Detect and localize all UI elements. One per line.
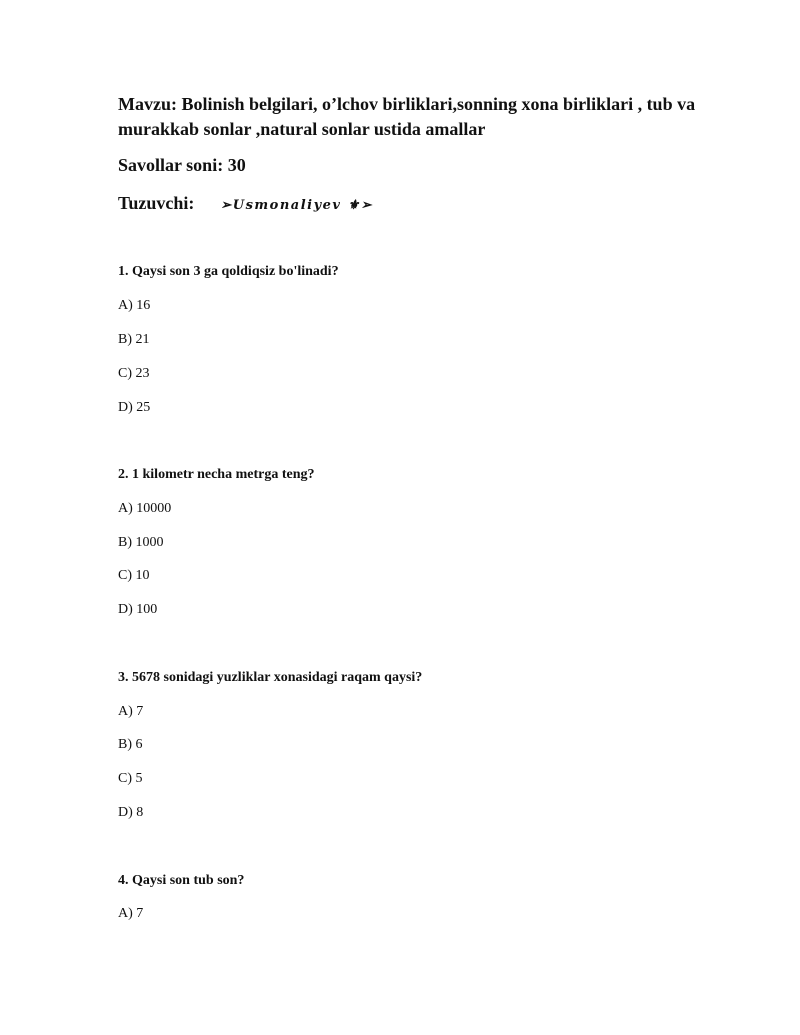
question-count: Savollar soni: 30 bbox=[118, 155, 246, 175]
question-2-option-a: A) 10000 bbox=[118, 501, 172, 516]
question-1: 1. Qaysi son 3 ga qoldiqsiz bo'linadi? bbox=[118, 264, 339, 279]
question-3-option-c: C) 5 bbox=[118, 771, 143, 786]
question-3-option-d: D) 8 bbox=[118, 805, 144, 820]
question-3-option-b: B) 6 bbox=[118, 737, 143, 752]
question-1-option-c: C) 23 bbox=[118, 366, 150, 381]
question-2-option-d: D) 100 bbox=[118, 602, 158, 617]
document-title: Mavzu: Bolinish belgilari, o’lchov birliklari,sonning xona birliklari , tub va murakkab sonlar ,natural sonlar ustida amallar bbox=[118, 94, 696, 139]
question-2-option-c: C) 10 bbox=[118, 568, 150, 583]
question-2: 2. 1 kilometr necha metrga teng? bbox=[118, 467, 315, 482]
author-line bbox=[118, 193, 373, 214]
question-3: 3. 5678 sonidagi yuzliklar xonasidagi raqam qaysi? bbox=[118, 670, 423, 685]
question-1-option-d: D) 25 bbox=[118, 400, 151, 415]
author-name: ➢Usmonaliyev ⚜➢ bbox=[220, 198, 374, 213]
question-4-option-a: A) 7 bbox=[118, 906, 144, 921]
question-4: 4. Qaysi son tub son? bbox=[118, 873, 245, 888]
author-label: Tuzuvchi: bbox=[118, 193, 195, 213]
question-1-option-b: B) 21 bbox=[118, 332, 150, 347]
question-3-option-a: A) 7 bbox=[118, 704, 144, 719]
question-1-option-a: A) 16 bbox=[118, 298, 151, 313]
question-2-option-b: B) 1000 bbox=[118, 535, 164, 550]
